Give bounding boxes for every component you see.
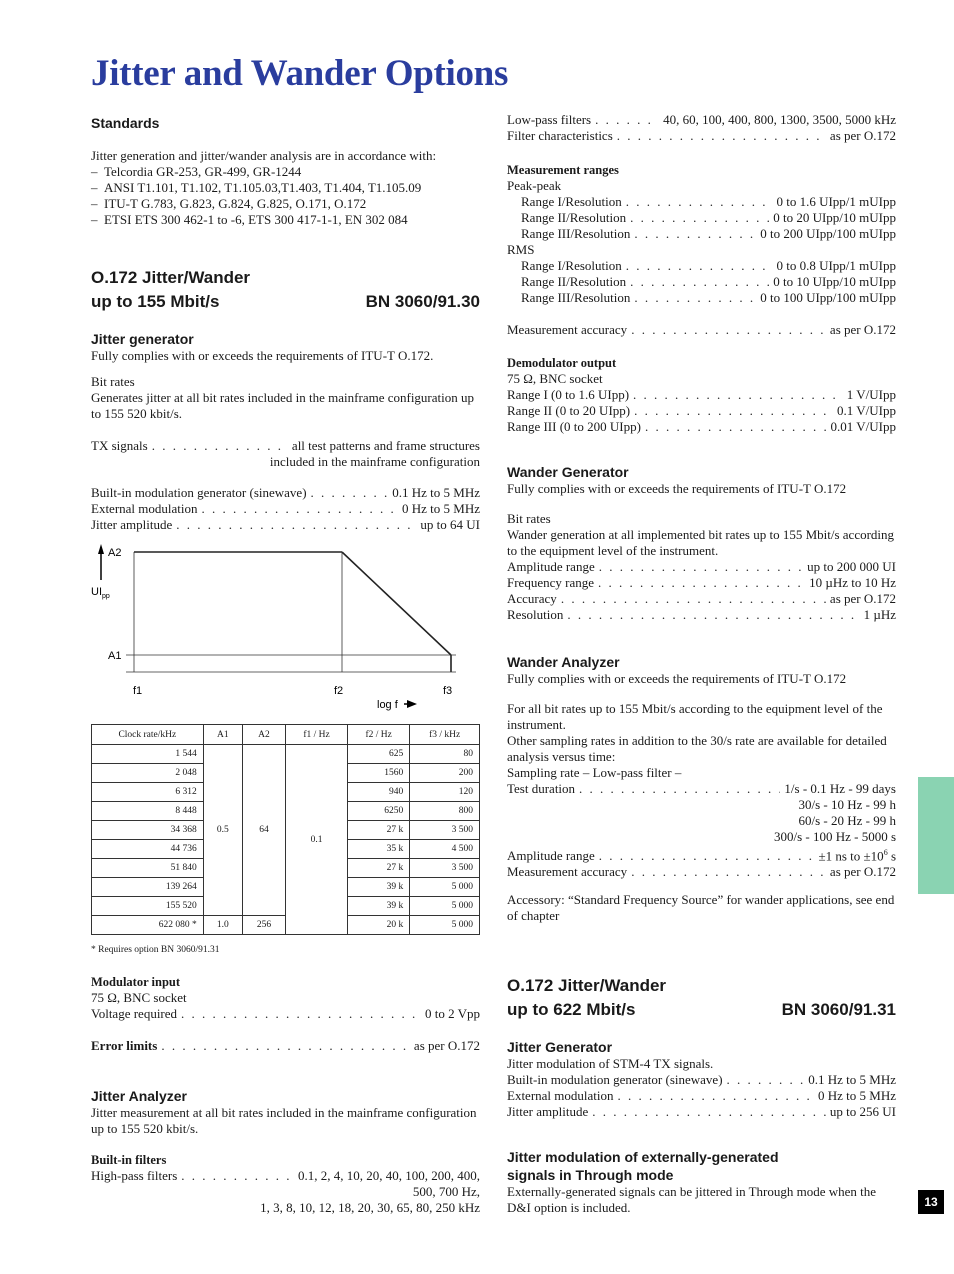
jitter-generator-2-heading: Jitter Generator — [507, 1039, 613, 1055]
accessory-text: Accessory: “Standard Frequency Source” for wander applications, see end of chapter — [507, 892, 895, 923]
pp-range-row: Range III/Resolution . . . 0 to 200 UIpp/100 mUIpp — [507, 226, 896, 242]
measurement-accuracy-row: Measurement accuracy . . . as per O.172 — [507, 322, 896, 338]
right-column — [507, 0, 896, 1274]
table-header: f2 / Hz — [348, 725, 410, 745]
table-footnote: * Requires option BN 3060/91.31 — [91, 945, 220, 955]
rms-range-row: Range I/Resolution . . . 0 to 0.8 UIpp/1 mUIpp — [507, 258, 896, 274]
graph-a1-label: A1 — [108, 650, 122, 662]
jitter-generator-2-text: Jitter modulation of STM-4 TX signals. — [507, 1056, 714, 1071]
wg-row: Resolution . . . 1 µHz — [507, 607, 896, 623]
pp-range-row: Range I/Resolution . . . 0 to 1.6 UIpp/1 mUIpp — [507, 194, 896, 210]
graph-f2-label: f2 — [334, 685, 344, 697]
jitter-generator-heading: Jitter generator — [91, 331, 194, 347]
wa-text-4: Sampling rate – Low-pass filter – — [507, 765, 682, 780]
rms-range-row: Range III/Resolution . . . 0 to 100 UIpp/100 mUIpp — [507, 290, 896, 306]
jitter-analyzer-text: Jitter measurement at all bit rates included in the mainframe configuration up to 155 520 kbit/s. — [91, 1105, 477, 1136]
table-row: 51 840 27 k 3 500 — [92, 859, 480, 878]
test-duration-value: 300/s - 100 Hz - 5000 s — [773, 829, 896, 844]
jitter-tolerance-graph — [91, 540, 480, 715]
jitter-modulation-heading-2: signals in Through mode — [507, 1167, 674, 1183]
f1-merged-cell: 0.1 — [285, 745, 347, 935]
rms-label: RMS — [507, 242, 535, 257]
jitter-modulation-heading-1: Jitter modulation of externally-generated — [507, 1149, 779, 1165]
mod-gen-row: Built-in modulation generator (sinewave) . . . 0.1 Hz to 5 MHz — [91, 485, 480, 501]
jitter-generator-text: Fully complies with or exceeds the requirements of ITU-T O.172. — [91, 348, 434, 363]
graph-f3-label: f3 — [443, 685, 453, 697]
standards-item: – ETSI ETS 300 462-1 to -6, ETS 300 417-1-1, EN 302 084 — [91, 212, 408, 227]
modulator-input-heading: Modulator input — [91, 975, 181, 989]
section-622-header — [507, 974, 896, 1022]
tx-signals-row: TX signals . . . all test patterns and frame structures — [91, 438, 480, 454]
graph-ui-label: $UI_{pp}$ — [91, 586, 110, 600]
table-row: 34 368 27 k 3 500 — [92, 821, 480, 840]
bit-rates-text: Generates jitter at all bit rates included in the mainframe configuration up to 155 520 kbit/s. — [91, 390, 474, 421]
test-duration-value: 60/s - 20 Hz - 99 h — [798, 813, 896, 828]
graph-logf-label: log f — [377, 699, 398, 711]
wander-analyzer-heading: Wander Analyzer — [507, 654, 620, 670]
a2-merged-cell: 64 — [242, 745, 285, 916]
standards-item: – ITU-T G.783, G.823, G.824, G.825, O.171, O.172 — [91, 196, 367, 211]
pp-range-row: Range II/Resolution . . . 0 to 20 UIpp/10 mUIpp — [507, 210, 896, 226]
modulator-socket: 75 Ω, BNC socket — [91, 990, 187, 1005]
jitter-analyzer-heading: Jitter Analyzer — [91, 1088, 187, 1104]
jitter-table — [91, 724, 480, 935]
standards-item: – ANSI T1.101, T1.102, T1.105.03,T1.403, T1.404, T1.105.09 — [91, 180, 422, 195]
section-title-line1: O.172 Jitter/Wander — [91, 268, 251, 287]
section2-title-line1: O.172 Jitter/Wander — [507, 976, 667, 995]
table-row: 139 264 39 k 5 000 — [92, 878, 480, 897]
table-row: 8 448 6250 800 — [92, 802, 480, 821]
error-limits-row: Error limits . . . as per O.172 — [91, 1038, 480, 1054]
filter-characteristics-row: Filter characteristics . . . as per O.172 — [507, 128, 896, 144]
rms-range-row: Range II/Resolution . . . 0 to 10 UIpp/10 mUIpp — [507, 274, 896, 290]
hp-filters-value2: 500, 700 Hz, — [412, 1184, 480, 1199]
table-row: 6 312 940 120 — [92, 783, 480, 802]
jg2-row: External modulation . . . 0 Hz to 5 MHz — [507, 1088, 896, 1104]
wander-generator-heading: Wander Generator — [507, 464, 629, 480]
table-header: f1 / Hz — [285, 725, 347, 745]
a1-merged-cell: 0.5 — [203, 745, 242, 916]
section-title-line2: up to 155 Mbit/s — [91, 292, 220, 311]
wg-row: Accuracy . . . as per O.172 — [507, 591, 896, 607]
demodulator-output-heading: Demodulator output — [507, 356, 617, 370]
wg-bit-rates-text: Wander generation at all implemented bit rates up to 155 Mbit/s according to the equipment level of the instrument. — [507, 527, 895, 558]
wa-accuracy-row: Measurement accuracy . . . as per O.172 — [507, 864, 896, 880]
test-duration-value: 30/s - 10 Hz - 99 h — [798, 797, 896, 812]
lp-filters-row: Low-pass filters . . . 40, 60, 100, 400, 800, 1300, 3500, 5000 kHz — [507, 112, 896, 128]
wa-text-2: For all bit rates up to 155 Mbit/s according to the equipment level of the instrument. — [507, 701, 883, 732]
builtin-filters-heading: Built-in filters — [91, 1153, 167, 1167]
section-bn: BN 3060/91.30 — [365, 292, 480, 311]
demodulator-socket: 75 Ω, BNC socket — [507, 371, 603, 386]
jg2-row: Built-in modulation generator (sinewave) . . . 0.1 Hz to 5 MHz — [507, 1072, 896, 1088]
table-row: 44 736 35 k 4 500 — [92, 840, 480, 859]
standards-item: – Telcordia GR-253, GR-499, GR-1244 — [91, 164, 302, 179]
table-row: 622 080 * 1.0 256 20 k 5 000 — [92, 916, 480, 935]
demod-range-row: Range I (0 to 1.6 UIpp) . . . 1 V/UIpp — [507, 387, 896, 403]
graph-a2-label: A2 — [108, 547, 122, 559]
demod-range-row: Range II (0 to 20 UIpp) . . . 0.1 V/UIpp — [507, 403, 896, 419]
page-title: Jitter and Wander Options — [91, 53, 509, 94]
standards-intro: Jitter generation and jitter/wander analysis are in accordance with: — [91, 148, 437, 163]
ext-mod-row: External modulation . . . 0 Hz to 5 MHz — [91, 501, 480, 517]
jitter-modulation-text: Externally-generated signals can be jittered in Through mode when the D&I option is included. — [507, 1184, 877, 1215]
table-header: A1 — [203, 725, 242, 745]
section2-title-line2: up to 622 Mbit/s — [507, 1000, 636, 1019]
jg2-row: Jitter amplitude . . . up to 256 UI — [507, 1104, 896, 1120]
bit-rates-label: Bit rates — [91, 374, 135, 389]
wa-text-3: Other sampling rates in addition to the 30/s rate are available for detailed analysis versus time: — [507, 733, 887, 764]
wg-bit-rates-label: Bit rates — [507, 511, 551, 526]
peak-peak-label: Peak-peak — [507, 178, 562, 193]
table-header: Clock rate/kHz — [92, 725, 204, 745]
section-tab-marker — [918, 777, 954, 894]
jitter-amp-row: Jitter amplitude . . . up to 64 UI — [91, 517, 480, 533]
wander-analyzer-text: Fully complies with or exceeds the requirements of ITU-T O.172 — [507, 671, 847, 686]
measurement-ranges-heading: Measurement ranges — [507, 163, 619, 177]
left-column — [91, 0, 480, 1274]
wander-generator-text: Fully complies with or exceeds the requirements of ITU-T O.172 — [507, 481, 847, 496]
hp-filters-row: High-pass filters . . . 0.1, 2, 4, 10, 20, 40, 100, 200, 400, — [91, 1168, 480, 1184]
tx-signals-value2: included in the mainframe configuration — [269, 454, 480, 469]
test-duration-row: Test duration . . . 1/s - 0.1 Hz - 99 days — [507, 781, 896, 797]
wa-amplitude-row: Amplitude range . . . ±1 ns to $\pm 10^6$ s — [507, 845, 896, 864]
section2-bn: BN 3060/91.31 — [781, 1000, 896, 1019]
table-header: A2 — [242, 725, 285, 745]
hp-filters-value3: 1, 3, 8, 10, 12, 18, 20, 30, 65, 80, 250 kHz — [260, 1200, 480, 1215]
standards-heading: Standards — [91, 115, 160, 131]
table-header: f3 / kHz — [410, 725, 480, 745]
graph-f1-label: f1 — [133, 685, 143, 697]
demod-range-row: Range III (0 to 200 UIpp) . . . 0.01 V/UIpp — [507, 419, 896, 435]
table-row: 155 520 39 k 5 000 — [92, 897, 480, 916]
page-number: 13 — [918, 1190, 944, 1214]
table-row: 2 048 1560 200 — [92, 764, 480, 783]
wg-row: Frequency range . . . 10 µHz to 10 Hz — [507, 575, 896, 591]
section-155-header — [91, 266, 480, 314]
table-row: 1 544 0.5 64 0.1 625 80 — [92, 745, 480, 764]
voltage-row: Voltage required . . . 0 to 2 Vpp — [91, 1006, 480, 1022]
wg-row: Amplitude range . . . up to 200 000 UI — [507, 559, 896, 575]
table-header-row — [92, 725, 480, 745]
